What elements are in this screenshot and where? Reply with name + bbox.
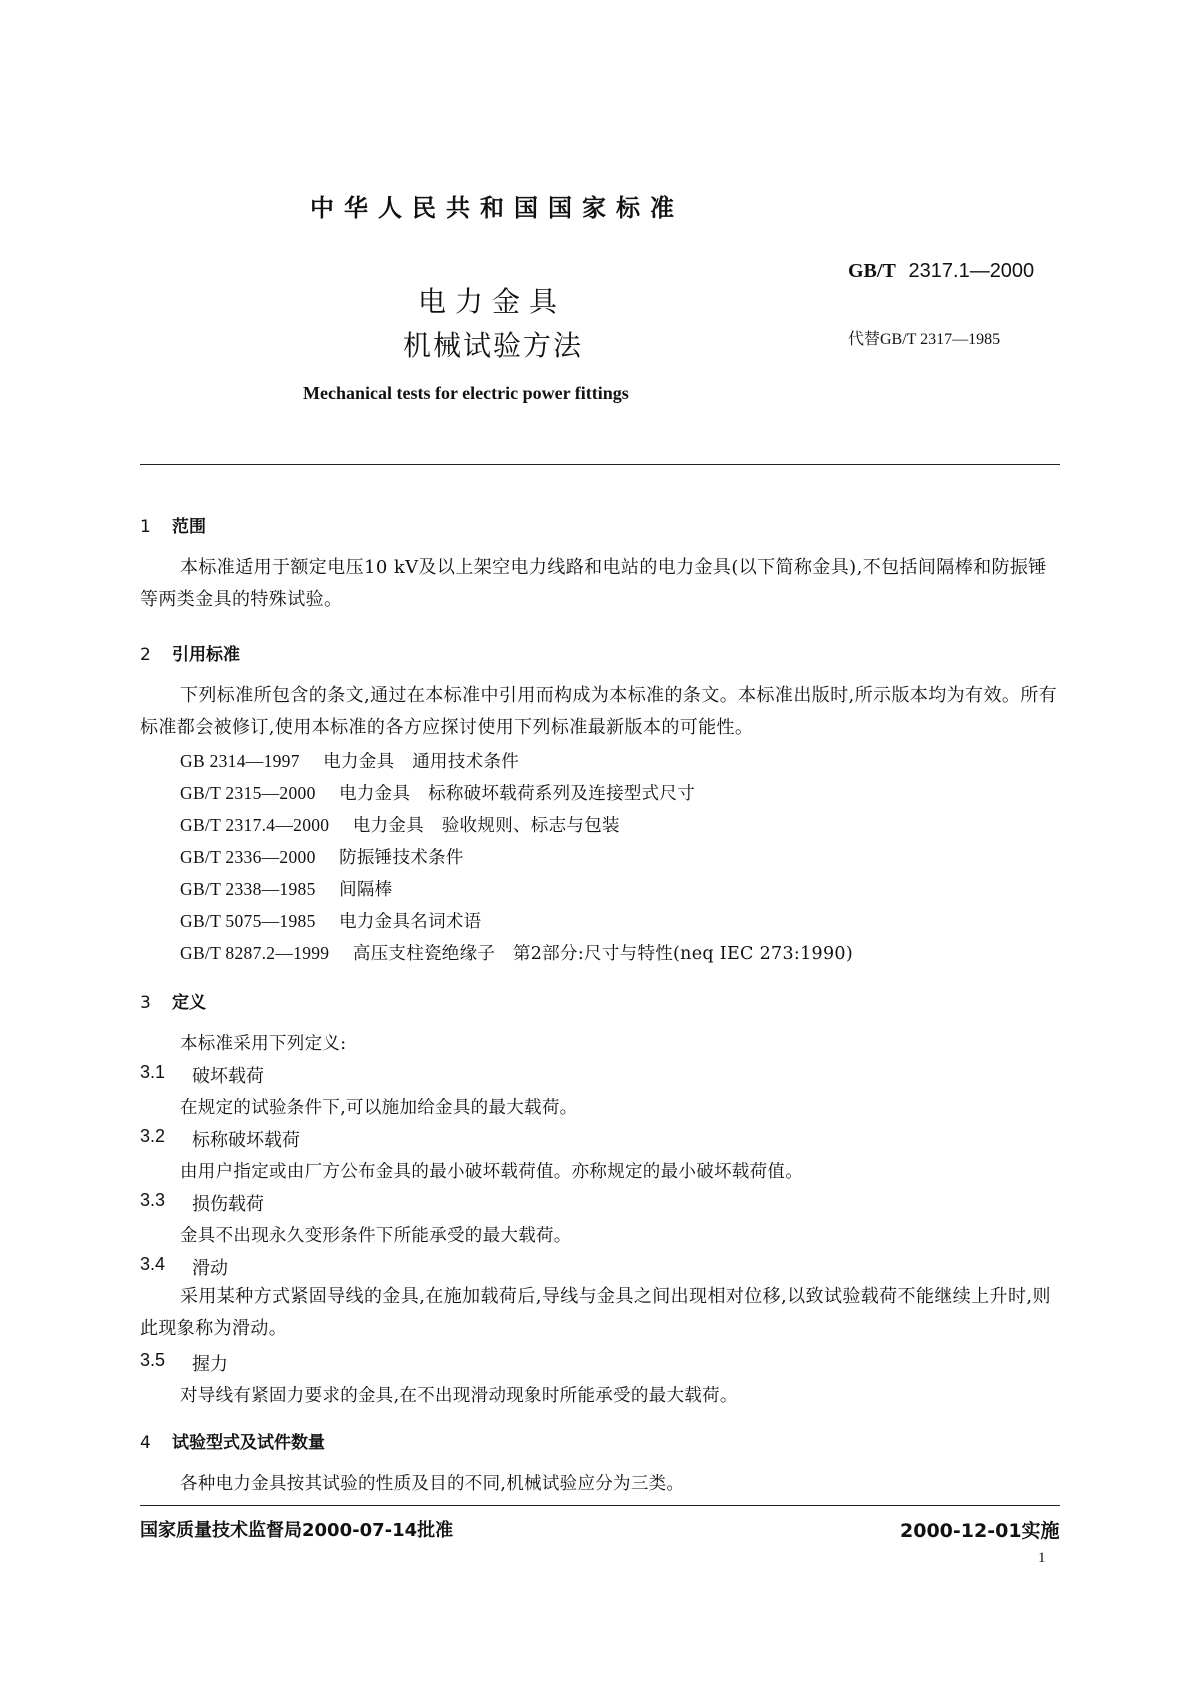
definition-term: 损伤载荷 xyxy=(192,1194,264,1215)
definition-term: 标称破坏载荷 xyxy=(192,1130,300,1151)
section-4-title: 试验型式及试件数量 xyxy=(172,1433,325,1453)
definition-number: 3.2 xyxy=(140,1126,166,1146)
section-3-intro: 本标准采用下列定义: xyxy=(180,1034,347,1054)
reference-item xyxy=(180,812,620,837)
national-standard-heading: 中华人民共和国国家标准 xyxy=(310,194,684,222)
standard-number: 2317.1—2000 xyxy=(908,260,1035,282)
reference-title: 防振锤技术条件 xyxy=(339,848,464,868)
reference-title: 电力金具名词术语 xyxy=(339,912,482,932)
definition-text: 由用户指定或由厂方公布金具的最小破坏载荷值。亦称规定的最小破坏载荷值。 xyxy=(180,1162,803,1182)
reference-code: GB/T 2336—2000 xyxy=(180,847,316,867)
section-4-paragraph: 各种电力金具按其试验的性质及目的不同,机械试验应分为三类。 xyxy=(180,1474,685,1494)
section-1-number: 1 xyxy=(140,517,151,537)
section-1-heading xyxy=(140,512,206,537)
reference-code: GB 2314—1997 xyxy=(180,751,300,771)
reference-code: GB/T 8287.2—1999 xyxy=(180,943,330,963)
reference-code: GB/T 5075—1985 xyxy=(180,911,316,931)
reference-title: 电力金具 验收规则、标志与包装 xyxy=(352,816,620,836)
definition-term: 滑动 xyxy=(192,1258,228,1279)
header-divider xyxy=(140,464,1060,465)
section-3-title: 定义 xyxy=(172,993,206,1013)
page-number: 1 xyxy=(1038,1550,1046,1566)
reference-code: GB/T 2315—2000 xyxy=(180,783,316,803)
section-3-heading xyxy=(140,988,206,1013)
approval-date: 国家质量技术监督局2000-07-14批准 xyxy=(140,1520,454,1541)
english-title: Mechanical tests for electric power fittings xyxy=(303,383,629,403)
section-1-title: 范围 xyxy=(172,517,206,537)
definition-number: 3.5 xyxy=(140,1350,166,1370)
reference-title: 高压支柱瓷绝缘子 第2部分:尺寸与特性(neq IEC 273:1990) xyxy=(352,944,853,964)
section-2-paragraph: 下列标准所包含的条文,通过在本标准中引用而构成为本标准的条文。本标准出版时,所示版本均为有效。所有标准都会被修订,使用本标准的各方应探讨使用下列标准最新版本的可能性。 xyxy=(140,685,1058,738)
section-1-paragraph: 本标准适用于额定电压10 kV及以上架空电力线路和电站的电力金具(以下简称金具),不包括间隔棒和防振锤等两类金具的特殊试验。 xyxy=(140,557,1047,610)
section-3-number: 3 xyxy=(140,993,151,1013)
reference-title: 电力金具 通用技术条件 xyxy=(323,752,520,772)
reference-item xyxy=(180,908,481,933)
reference-code: GB/T 2338—1985 xyxy=(180,879,316,899)
section-4-number: 4 xyxy=(140,1433,151,1453)
reference-item xyxy=(180,780,695,805)
definition-text: 采用某种方式紧固导线的金具,在施加载荷后,导线与金具之间出现相对位移,以致试验载荷不能继续上升时,则此现象称为滑动。 xyxy=(140,1286,1051,1339)
definition-number: 3.3 xyxy=(140,1190,166,1210)
definition-text: 在规定的试验条件下,可以施加给金具的最大载荷。 xyxy=(180,1098,578,1118)
reference-title: 电力金具 标称破坏载荷系列及连接型式尺寸 xyxy=(339,784,696,804)
standard-prefix: GB/T xyxy=(848,260,896,282)
section-2-title: 引用标准 xyxy=(172,645,240,665)
reference-item xyxy=(180,876,392,901)
footer-divider xyxy=(140,1505,1060,1506)
definition-number: 3.4 xyxy=(140,1254,166,1274)
section-4-heading xyxy=(140,1428,325,1453)
reference-code: GB/T 2317.4—2000 xyxy=(180,815,330,835)
definition-term: 破坏载荷 xyxy=(192,1066,264,1087)
section-2-number: 2 xyxy=(140,645,151,665)
definition-text: 金具不出现永久变形条件下所能承受的最大载荷。 xyxy=(180,1226,572,1246)
definition-number: 3.1 xyxy=(140,1062,166,1082)
reference-item xyxy=(180,844,464,869)
definition-term: 握力 xyxy=(192,1354,228,1375)
standard-code xyxy=(848,258,1034,283)
reference-title: 间隔棒 xyxy=(339,880,393,900)
title-line-2: 机械试验方法 xyxy=(403,329,584,362)
section-2-heading xyxy=(140,640,240,665)
reference-item xyxy=(180,748,519,773)
effective-date: 2000-12-01实施 xyxy=(900,1520,1060,1542)
definition-text: 对导线有紧固力要求的金具,在不出现滑动现象时所能承受的最大载荷。 xyxy=(180,1386,738,1406)
reference-item xyxy=(180,940,853,965)
replaces-note: 代替GB/T 2317—1985 xyxy=(848,331,1001,348)
title-line-1: 电力金具 xyxy=(418,285,567,318)
